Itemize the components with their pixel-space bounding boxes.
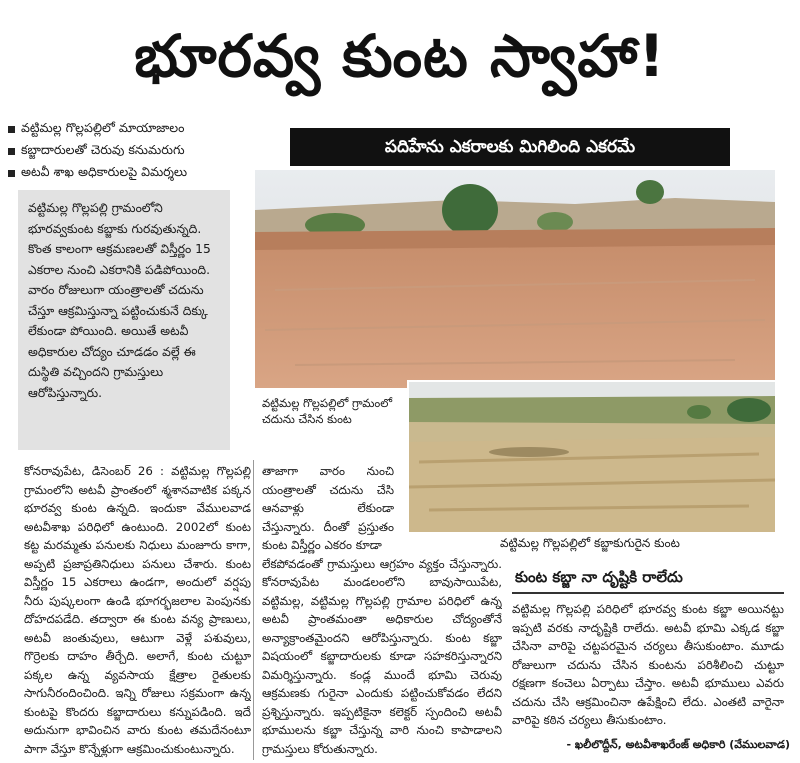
headline: భూరవ్వ కుంట స్వాహా! (134, 22, 666, 90)
column-2-text: లేకపోవడంతో గ్రామస్తులు ఆగ్రహం వ్యక్తం చేస్తున్నారు. కోనరావుపేట మండలంలోని బావుసాయిపేట, వట్టిమల్ల, వట్టిమల్ల గొల్లపల్లి గ్రామాల పరిధిలో ఉన్న అటవీ ప్రాంతమంతా అధికారుల చోద్యంతోనే అన్యాక్రాంతమైందని ఆరోపిస్తున్నారు. కుంట కబ్జా విషయంలో కబ్జాదారులకు కూడా సహకరిస్తున్నారని విమర్శిస్తున్నారు. కండ్ల ముందే భూమి చెరువు ఆక్రమణకు గురైనా ఎందుకు పట్టించుకోవడం లేదని ప్రశ్నిస్తున్నారు. ఇప్పటికైనా కలెక్టర్ స్పందించి అటవీ భూములను కబ్జా చేస్తున్న వారి నుంచి కాపాడాలని గ్రామస్తులు కోరుతున్నారు. (262, 556, 502, 756)
officer-credit: - ఖలీలొద్దీన్, అటవీశాఖరేంజ్ అధికారి (వేములవాడ) (566, 738, 790, 751)
bullet-text: వట్టిమల్ల గొల్లపల్లిలో మాయాజాలం (21, 119, 185, 135)
column-divider (253, 460, 254, 760)
square-bullet-icon (8, 148, 15, 155)
side-heading: కుంట కబ్జా నా దృష్టికి రాలేదు (515, 568, 683, 586)
subheadline-banner: పదిహేను ఎకరాలకు మిగిలింది ఎకరమే (290, 128, 730, 166)
bullet-text: కబ్జాదారులతో చెరువు కనుమరుగు (21, 141, 185, 157)
square-bullet-icon (8, 126, 15, 133)
article-column-1: కోనరావుపేట, డిసెంబర్ 26 : వట్టిమల్ల గొల్లపల్లి గ్రామంలోని అటవీ ప్రాంతంలో శ్మశానవాటిక పక్కన భూరవ్వ కుంట ఉన్నది. ఇందుకా వేములవాడ అటవీశాఖ పరిధిలో ఉంటుంది. 2002లో కుంట కట్ట మరమ్మతు పనులకు నిధులు మంజూరు కాగా, అప్పటి ప్రజాప్రతినిధులు పనులు చేశారు. కుంట విస్తీర్ణం 15 ఎకరాలు ఉండగా, అందులో వర్షపు నీరు పుష్కలంగా ఉండి భూగర్భజలాల పెంపునకు దోహదపడేది. తద్వారా ఈ కుంట వన్య ప్రాణులు, అటవీ జంతువులు, ఆటుగా వెళ్లే పశువులు, గొర్రెలకు దాహం తీర్చేది. అలాగే, కుంట చుట్టూ పక్కల ఉన్న వ్యవసాయ క్షేత్రాల రైతులకు సాగునీరందించింది. ఇన్ని రోజులు సక్రమంగా ఉన్న కుంటపై కొందరు కబ్జాదారులు కన్నుపడింది. ఇదే అదునుగా భావించిన వారు కుంట తమదేనంటూ పాగా వేస్తూ కొన్నేళ్లుగా ఆక్రమించుకుంటున్నారు. (24, 464, 251, 756)
intro-box: వట్టిమల్ల గొల్లపల్లి గ్రామంలోని భూరవ్వకుంట కబ్జాకు గురవుతున్నది. కొంత కాలంగా ఆక్రమణలతో విస్తీర్ణం 15 ఎకరాల నుంచి ఎకరానికి పడిపోయింది. వారం రోజులుగా యంత్రాలతో చదును చేస్తూ ఆక్రమిస్తున్నా పట్టించుకునే దిక్కు లేకుండా పోయింది. అయితే అటవీ అధికారుల చోద్యం చూడడం వల్లే ఈ దుస్థితి వచ్చిందని గ్రామస్తులు ఆరోపిస్తున్నారు. (18, 190, 230, 450)
square-bullet-icon (8, 170, 15, 177)
officer-quote: వట్టిమల్ల గొల్లపల్లి పరిధిలో భూరవ్వ కుంట కబ్జా అయినట్టు ఇప్పటి వరకు నాదృష్టికి రాలేదు. అటవీ భూమి ఎక్కడ కబ్జా చేసినా వారిపై చట్టపరమైన చర్యలు తీసుకుంటాం. మూడు రోజులుగా చదును చేసిన కుంటను పరిశీలించి చుట్టూ రక్షణగా కంచెలు ఏర్పాటు చేస్తాం. అటవీ భూములు ఎవరు చదును చేసి ఆక్రమించినా ఉపేక్షించి లేదు. ఎంతటి వారైనా వారిపై కఠిన చర్యలు తీసుకుంటాం. (512, 602, 784, 727)
photo-caption-2: వట్టిమల్ల గొల్లపల్లిలో కబ్జాకుగురైన కుంట (500, 536, 680, 550)
photo-caption-1: వట్టిమల్ల గొల్లపల్లిలో గ్రామంలో చదును చేసిన కుంట (262, 396, 393, 426)
bullet-item (8, 140, 238, 162)
bullet-list (8, 118, 238, 184)
bullet-item (8, 118, 238, 140)
article-column-2 (262, 462, 502, 762)
bullet-text: అటవీ శాఖ అధికారులపై విమర్శలు (21, 163, 188, 179)
flattened-pond-photo (255, 170, 775, 388)
bullet-item (8, 162, 238, 184)
column-2-top-text: తాజాగా వారం నుంచి యంత్రాలతో చదును చేసి ఆనవాళ్లు లేకుండా చేస్తున్నారు. దీంతో ప్రస్తుతం కుంట విస్తీర్ణం ఎకరం కూడా (262, 464, 394, 552)
side-heading-rule (512, 592, 784, 594)
